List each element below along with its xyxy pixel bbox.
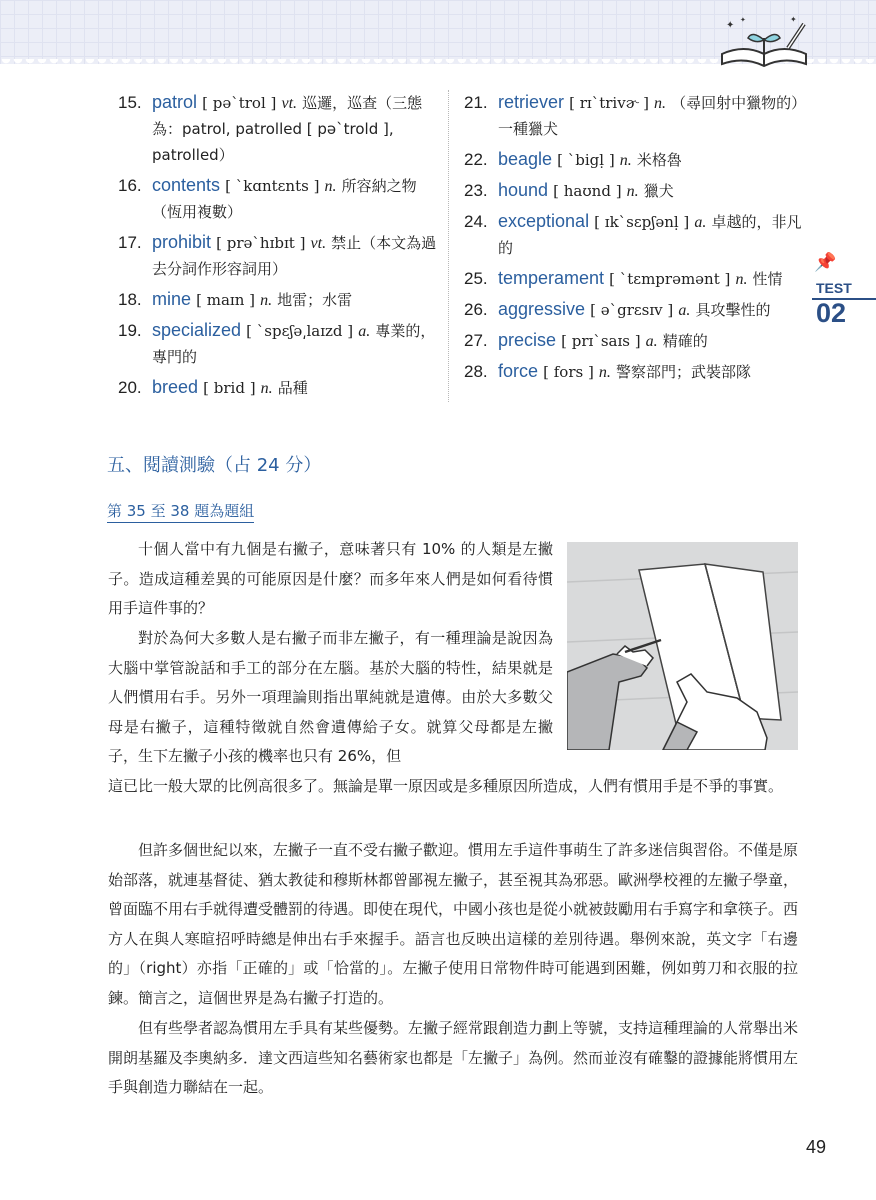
test-label: TEST [816,280,852,296]
vocab-item [118,230,438,282]
vocab-part-of-speech: n. [324,178,337,195]
vocab-definition: 專業的，專門的 [152,322,436,366]
vocab-definition: 米格魯 [636,151,682,169]
vocab-word: precise [498,330,557,350]
vocab-pronunciation: [ brid ] [203,379,256,397]
vocab-word: exceptional [498,211,590,231]
vocab-part-of-speech: n. [619,152,632,169]
vocab-pronunciation: [ prəˋhɪbɪt ] [216,234,306,252]
vocab-word: hound [498,180,549,200]
vocab-item [118,287,438,313]
vocab-word: specialized [152,320,242,340]
vocab-pronunciation: [ ˋbigḷ ] [557,151,615,169]
vocab-item [118,375,438,401]
vocab-part-of-speech: vt. [281,95,298,112]
vocab-number: 28. [464,362,488,381]
vocab-word: force [498,361,539,381]
vocab-list-right [464,90,804,390]
passage-paragraph: 對於為何大多數人是右撇子而非左撇子，有一種理論是說因為大腦中掌管說話和手工的部分在左腦。基於大腦的特性，結果就是人們慣用右手。另外一項理論則指出單純就是遺傳。由於大多數父母是右撇子，這種特徵就自然會遺傳給子女。就算父母都是左撇子，生下左撇子小孩的機率也只有 26%，但 [108,629,553,765]
vocab-number: 16. [118,176,142,195]
vocab-item [464,90,804,142]
vocab-number: 20. [118,378,142,397]
vocab-definition: 所容納之物（恆用複數） [152,177,417,221]
vocab-definition: （尋回射中獵物的）一種獵犬 [498,94,799,138]
vocab-item [464,178,804,204]
vocab-number: 27. [464,331,488,350]
passage-paragraph: 但許多個世紀以來，左撇子一直不受右撇子歡迎。慣用左手這件事萌生了許多迷信與習俗。不僅是原始部落，就連基督徒、猶太教徒和穆斯林都曾鄙視左撇子，甚至視其為邪惡。歐洲學校裡的左撇子學童，曾面臨不用右手就得遭受體罰的待遇。即使在現代，中國小孩也是從小就被鼓勵用右手寫字和拿筷子。西方人在與人寒暄招呼時總是伸出右手來握手。語言也反映出這樣的差別待遇。舉例來說，英文字「右邊的」（right）亦指「正確的」或「恰當的」。左撇子使用日常物件時可能遇到困難，例如剪刀和衣服的拉鍊。簡言之，這個世界是為右撇子打造的。 [108,841,799,1007]
vocab-part-of-speech: n. [626,183,639,200]
vocab-pronunciation: [ ˋspɛʃə͵laɪzd ] [246,322,354,340]
vocab-number: 22. [464,150,488,169]
vocab-part-of-speech: n. [260,292,273,309]
vocab-word: prohibit [152,232,212,252]
vocab-word: aggressive [498,299,586,319]
vocab-item [464,359,804,385]
svg-text:✦: ✦ [726,20,735,31]
vocab-list-left [118,90,438,406]
vocab-number: 25. [464,269,488,288]
vocab-item [118,318,438,370]
vocab-pronunciation: [ ˋkɑntɛnts ] [225,177,320,195]
vocab-pronunciation: [ maɪn ] [196,291,255,309]
vocab-item [464,328,804,354]
vocab-definition: 品種 [277,379,308,397]
vocab-number: 17. [118,233,142,252]
vocab-part-of-speech: n. [260,380,273,397]
vocab-definition: 地雷；水雷 [277,291,353,309]
vocab-pronunciation: [ əˋgrɛsɪv ] [590,301,674,319]
column-divider [448,90,449,402]
vocab-pronunciation: [ rɪˋtrivɚ ] [569,94,649,112]
vocab-part-of-speech: a. [358,323,371,340]
vocab-word: patrol [152,92,198,112]
vocab-pronunciation: [ haʊnd ] [553,182,622,200]
vocab-word: mine [152,289,192,309]
vocab-item [464,266,804,292]
passage-paragraph: 這已比一般大眾的比例高很多了。無論是單一原因或是多種原因所造成，人們有慣用手是不爭的事實。 [108,777,784,795]
vocab-word: temperament [498,268,605,288]
vocab-definition: 巡邏，巡查（三態為：patrol, patrolled [ pəˋtrold ], patrolled） [152,94,423,164]
section-title: 五、閱讀測驗（占 24 分） [107,455,322,476]
vocab-item [118,90,438,168]
vocab-word: breed [152,377,199,397]
vocab-word: contents [152,175,221,195]
vocab-definition: 性情 [752,270,783,288]
passage-paragraph: 但有些學者認為慣用左手具有某些優勢。左撇子經常跟創造力劃上等號，支持這種理論的人常舉出米開朗基羅及李奧納多．達文西這些知名藝術家也都是「左撇子」為例。然而並沒有確鑿的證據能將慣用左手與創造力聯結在一起。 [108,1019,799,1096]
vocab-word: beagle [498,149,553,169]
test-tab [808,252,876,330]
vocab-number: 19. [118,321,142,340]
vocab-item [464,147,804,173]
vocab-number: 15. [118,93,142,112]
book-sprout-icon [714,14,814,74]
vocab-definition: 禁止（本文為過去分詞作形容詞用） [152,234,437,278]
vocab-number: 23. [464,181,488,200]
vocab-part-of-speech: n. [735,271,748,288]
vocab-definition: 具攻擊性的 [695,301,771,319]
vocab-part-of-speech: a. [678,302,691,319]
vocab-part-of-speech: a. [645,333,658,350]
test-number: 02 [816,298,847,328]
vocab-definition: 警察部門；武裝部隊 [616,363,752,381]
vocab-pronunciation: [ fors ] [543,363,594,381]
vocab-number: 24. [464,212,488,231]
vocab-number: 21. [464,93,488,112]
vocab-definition: 獵犬 [643,182,674,200]
vocab-pronunciation: [ ɪkˋsɛpʃənḷ ] [594,213,690,231]
passage-paragraph: 十個人當中有九個是右撇子，意味著只有 10% 的人類是左撇子。造成這種差異的可能原因是什麼？而多年來人們是如何看待慣用手這件事的？ [108,540,553,617]
vocab-part-of-speech: n. [598,364,611,381]
page-number: 49 [806,1137,827,1157]
vocab-definition: 卓越的，非凡的 [498,213,802,257]
vocab-pronunciation: [ ˋtɛmprəmənt ] [609,270,731,288]
svg-text:✦: ✦ [790,15,797,24]
vocab-part-of-speech: a. [694,214,707,231]
vocab-part-of-speech: n. [654,95,667,112]
vocab-item [464,297,804,323]
vocab-item [118,173,438,225]
pushpin-icon: 📌 [814,252,837,273]
svg-text:✦: ✦ [740,16,746,24]
vocab-number: 26. [464,300,488,319]
vocab-definition: 精確的 [662,332,708,350]
question-group-title: 第 35 至 38 題為題組 [107,500,254,523]
vocab-pronunciation: [ pəˋtrol ] [202,94,277,112]
hands-writing-notebook-illustration [567,542,798,750]
vocab-number: 18. [118,290,142,309]
vocab-item [464,209,804,261]
vocab-word: retriever [498,92,565,112]
vocab-part-of-speech: vt. [310,235,327,252]
vocab-pronunciation: [ prɪˋsaɪs ] [561,332,641,350]
